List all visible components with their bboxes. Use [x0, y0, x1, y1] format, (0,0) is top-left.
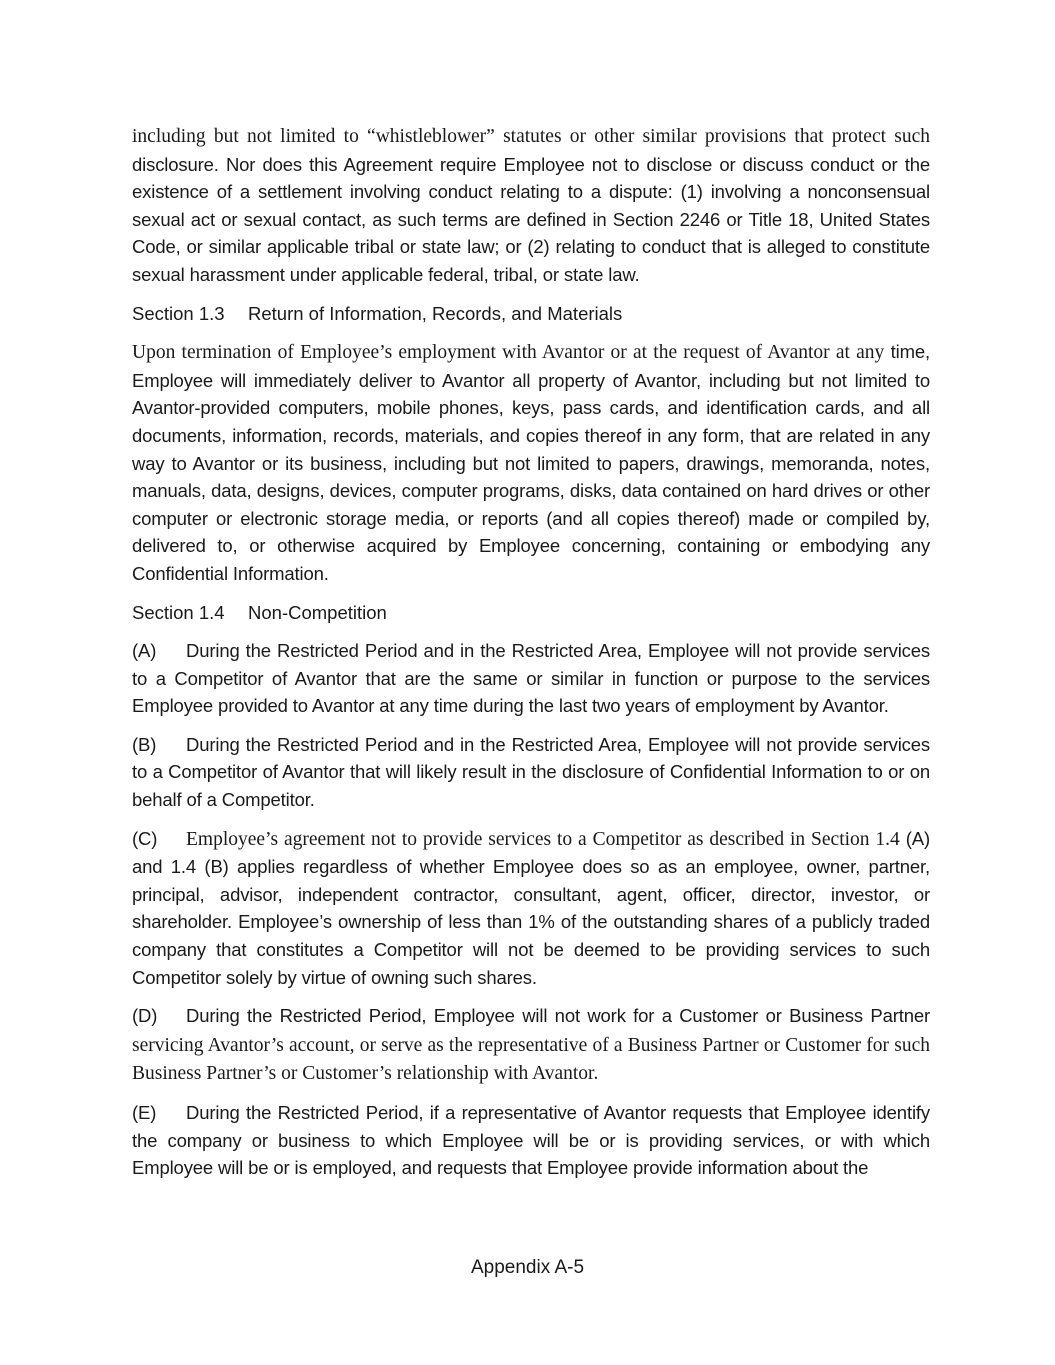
item-d-label: (D)	[132, 1005, 158, 1027]
return-info-paragraph	[132, 338, 930, 587]
item-b-text: During the Restricted Period and in the Restricted Area, Employee will not provide services to a Competitor of Avantor that will likely result in the disclosure of Confidential Information to or on behalf of a Competitor.	[132, 733, 930, 811]
section-1-4-number: Section 1.4	[132, 601, 225, 623]
document-page	[132, 122, 930, 1193]
intro-serif-lead: including but not limited to “whistleblower” statutes or other similar provisions that protect such	[132, 126, 930, 147]
item-c-text: (A) and 1.4 (B) applies regardless of whether Employee does so as an employee, owner, partner, principal, advisor, independent contractor, consultant, agent, officer, director, investor, or shareholder. Employee’s ownership of less than 1% of the outstanding shares of a publicly traded company that constitutes a Competitor will not be deemed to be providing services to such Competitor solely by virtue of owning such shares.	[132, 827, 931, 988]
return-info-serif-lead: Upon termination of Employee’s employment with Avantor or at the request of Avantor at any	[132, 342, 885, 364]
section-1-3-heading	[132, 300, 930, 328]
item-e-paragraph	[132, 1099, 930, 1182]
item-c-serif-lead: Employee’s agreement not to provide services to a Competitor as described in Section 1.4	[186, 828, 900, 850]
section-1-3-title: Return of Information, Records, and Materials	[248, 302, 623, 324]
intro-paragraph	[132, 122, 930, 289]
section-1-4-title: Non-Competition	[248, 601, 387, 623]
item-a-label: (A)	[132, 640, 157, 662]
item-a-paragraph	[132, 637, 930, 720]
item-d-serif-tail: servicing Avantor’s account, or serve as the representative of a Business Partner or Customer for such Business Partner’s or Customer’s relationship with Avantor.	[132, 1034, 930, 1085]
item-c-paragraph	[132, 825, 930, 992]
item-e-text: During the Restricted Period, if a representative of Avantor requests that Employee identify the company or business to which Employee will be or is providing services, or with which Employee will be or is employed, and requests that Employee provide information about the	[132, 1102, 930, 1179]
item-e-label: (E)	[132, 1102, 157, 1123]
item-a-text: During the Restricted Period and in the Restricted Area, Employee will not provide services to a Competitor of Avantor that are the same or similar in function or purpose to the services Employee provided to Avantor at any time during the last two years of employment by Avantor.	[132, 640, 930, 717]
item-b-paragraph	[132, 731, 930, 814]
item-d-text: During the Restricted Period, Employee will not work for a Customer or Business Partner	[186, 1005, 930, 1027]
item-d-paragraph	[132, 1002, 930, 1088]
intro-body: disclosure. Nor does this Agreement require Employee not to disclose or discuss conduct or the existence of a settlement involving conduct relating to a dispute: (1) involving a nonconsensual sexual act or sexual contact, as such terms are defined in Section 2246 or Title 18, United States Code, or similar applicable tribal or state law; or (2) relating to conduct that is alleged to constitute sexual harassment under applicable federal, tribal, or state law.	[132, 153, 930, 285]
return-info-body: time, Employee will immediately deliver to Avantor all property of Avantor, including but not limited to Avantor-provided computers, mobile phones, keys, pass cards, and identification cards, and all documents, information, records, materials, and copies thereof in any form, that are related in any way to Avantor or its business, including but not limited to papers, drawings, memoranda, notes, manuals, data, designs, devices, computer programs, disks, data contained on hard drives or other computer or electronic storage media, or reports (and all copies thereof) made or compiled by, delivered to, or otherwise acquired by Employee concerning, containing or embodying any Confidential Information.	[132, 341, 930, 584]
page-footer: Appendix A-5	[470, 1257, 585, 1278]
item-c-label: (C)	[132, 827, 158, 849]
section-1-4-heading	[132, 599, 930, 627]
section-1-3-number: Section 1.3	[132, 302, 225, 324]
item-b-label: (B)	[132, 733, 157, 755]
